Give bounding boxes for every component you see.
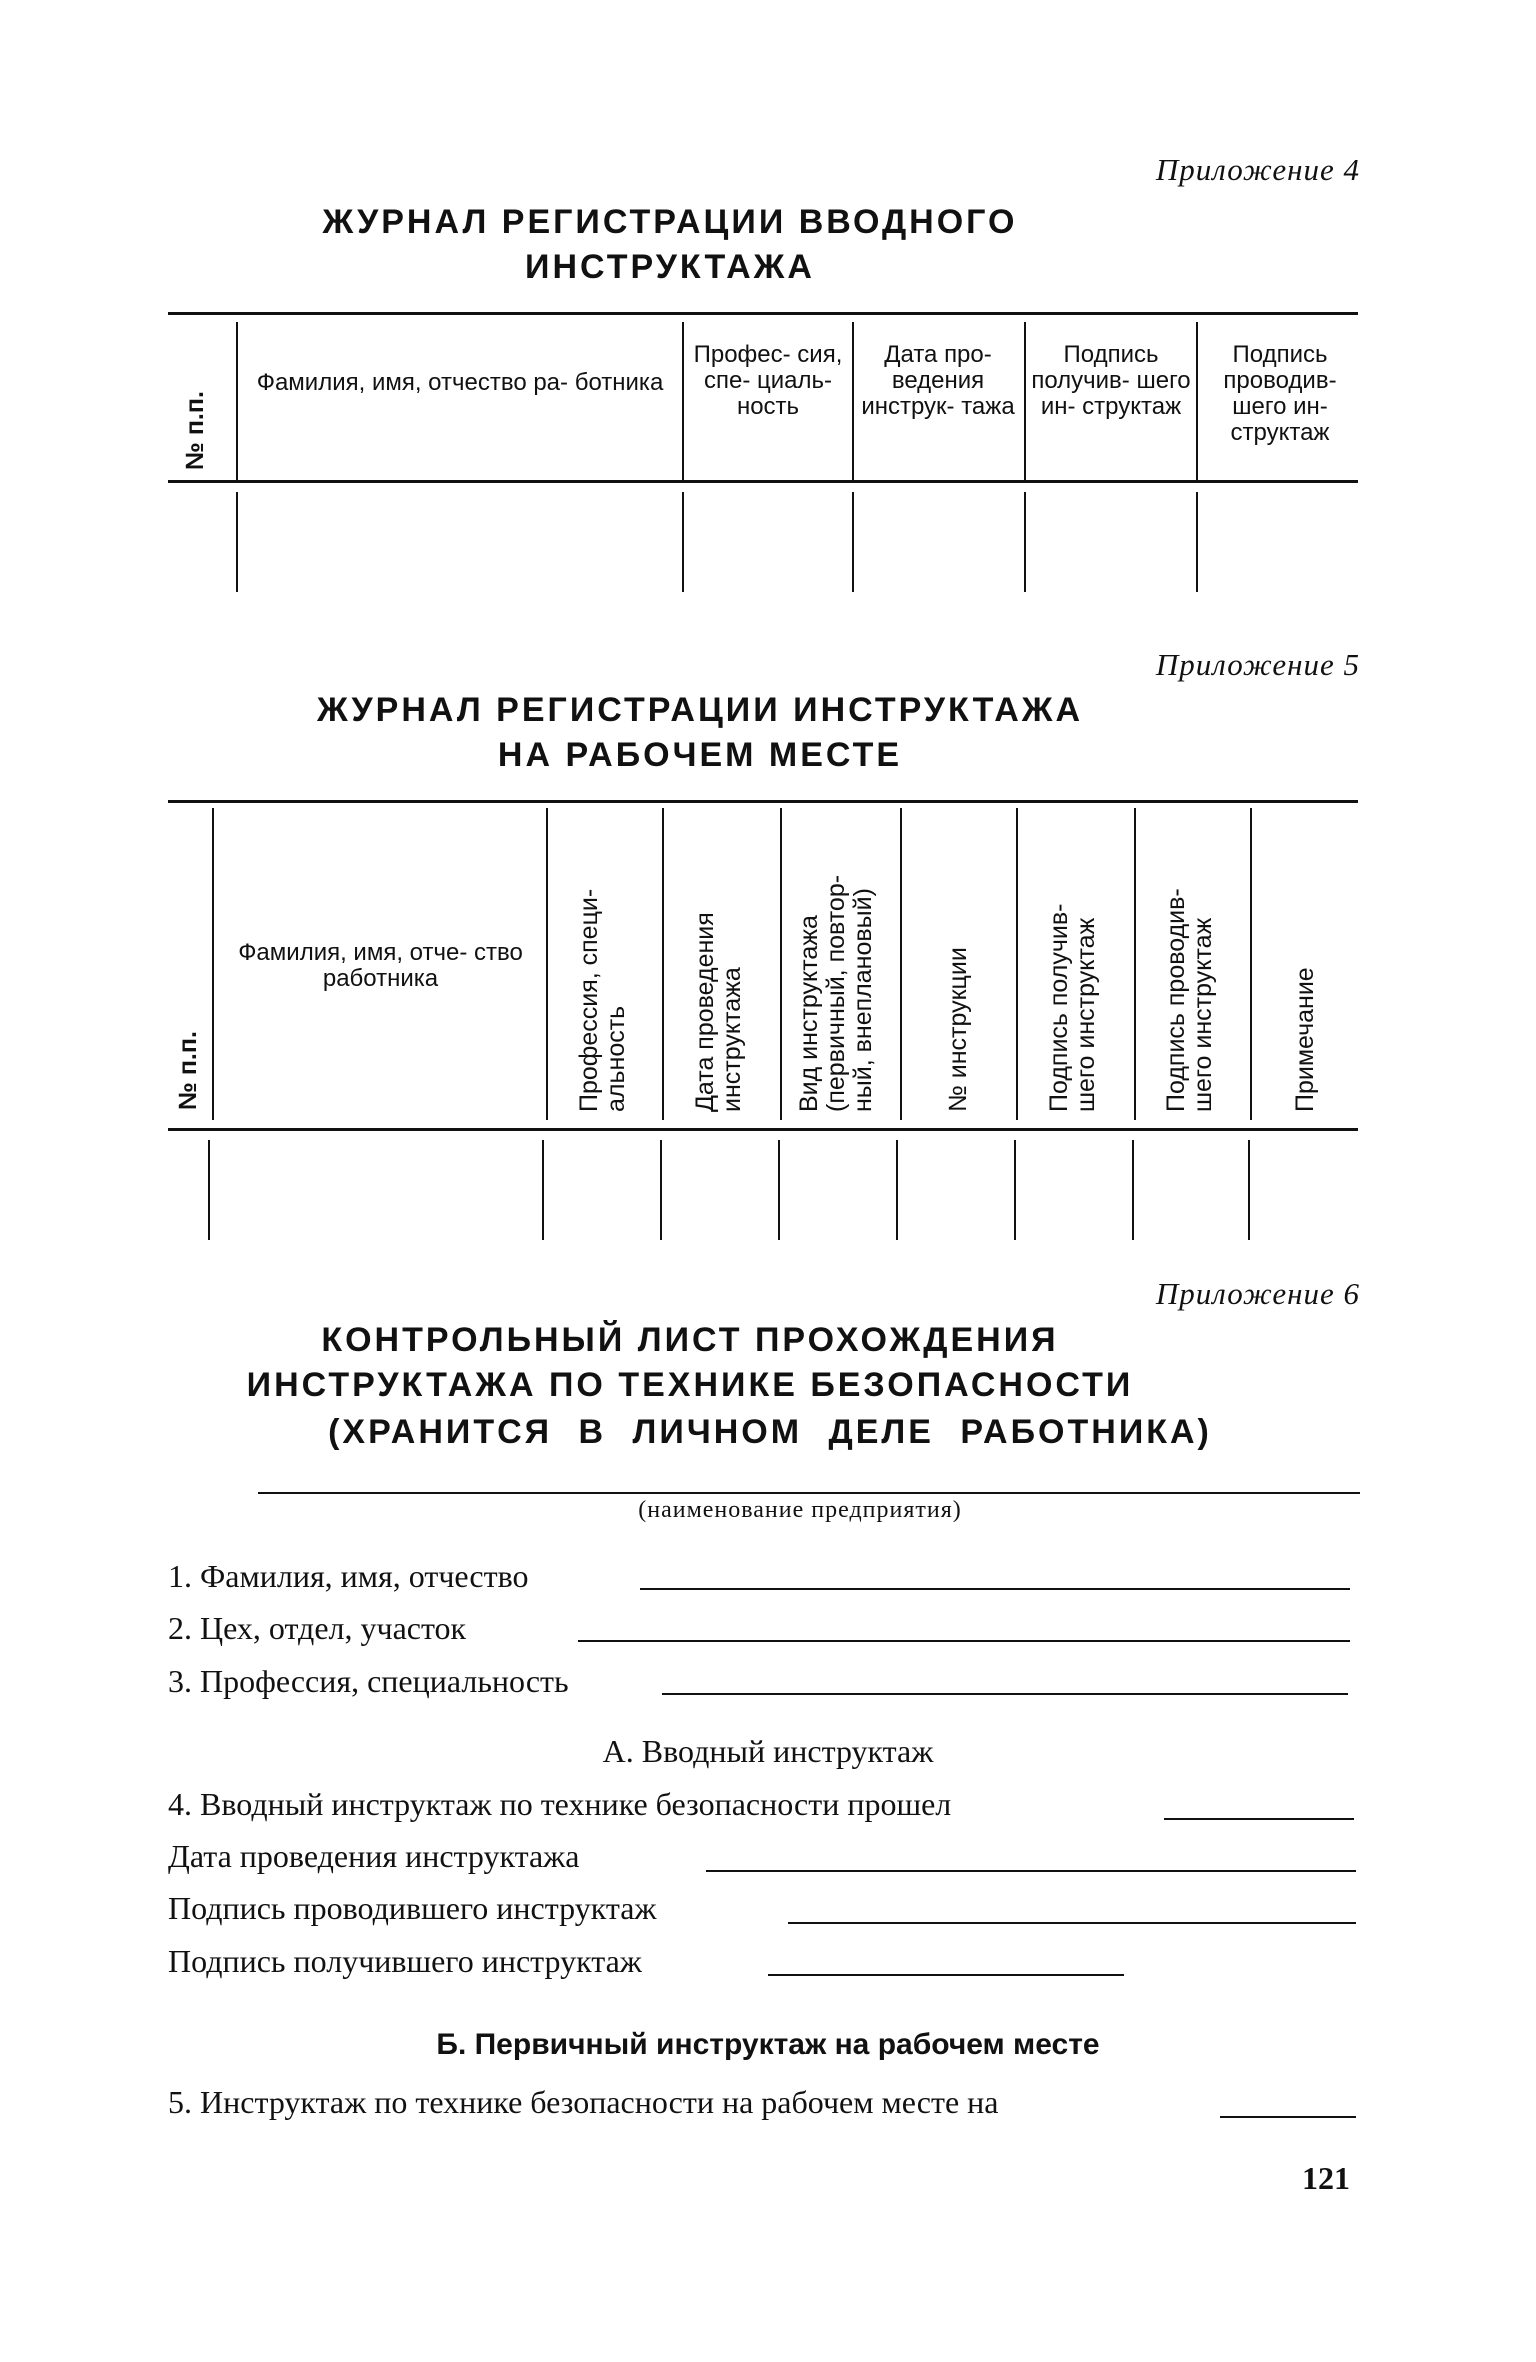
field-sign-received-line[interactable] bbox=[768, 1974, 1124, 1976]
col-sign-received-line2: шего инструктаж bbox=[1072, 917, 1100, 1112]
field-department-line[interactable] bbox=[578, 1640, 1350, 1642]
col-date-line2: инструктажа bbox=[718, 967, 746, 1112]
col-number: № п.п. bbox=[181, 391, 209, 470]
col-note: Примечание bbox=[1291, 967, 1319, 1112]
col-sign-received: Подпись получив- шего ин- структаж bbox=[1031, 341, 1191, 420]
col-date-line1: Дата проведения bbox=[691, 912, 719, 1112]
organization-line bbox=[258, 1492, 1360, 1494]
col-type-line2: (первичный, повтор- bbox=[822, 874, 850, 1112]
page-number: 121 bbox=[1302, 2160, 1350, 2196]
col-sign-conducted: Подпись проводив- шего ин- структаж bbox=[1223, 341, 1337, 446]
field-sign-conducted-line[interactable] bbox=[788, 1922, 1356, 1924]
col-name: Фамилия, имя, отче- ство работника bbox=[238, 939, 523, 992]
col-type-line3: ный, внеплановый) bbox=[849, 888, 877, 1112]
section-b-heading: Б. Первичный инструктаж на рабочем месте bbox=[436, 2028, 1100, 2061]
field-intro-passed-label: 4. Вводный инструктаж по технике безопасности прошел bbox=[168, 1786, 952, 1822]
col-number: № п.п. bbox=[174, 1031, 202, 1110]
col-sign-conducted-line2: шего инструктаж bbox=[1189, 917, 1217, 1112]
checklist-title-line1: КОНТРОЛЬНЫЙ ЛИСТ ПРОХОЖДЕНИЯ bbox=[321, 1321, 1059, 1359]
col-profession: Профес- сия, спе- циаль- ность bbox=[693, 341, 843, 420]
field-date-label: Дата проведения инструктажа bbox=[168, 1838, 580, 1874]
field-intro-passed-line[interactable] bbox=[1164, 1818, 1354, 1820]
col-profession-line1: Профессия, специ- bbox=[575, 888, 603, 1112]
col-profession-line2: альность bbox=[602, 1005, 630, 1112]
organization-caption: (наименование предприятия) bbox=[638, 1497, 962, 1523]
appendix-4-label: Приложение 4 bbox=[1155, 152, 1360, 187]
journal-intro-title-line2: ИНСТРУКТАЖА bbox=[525, 248, 815, 286]
checklist-title-line2: ИНСТРУКТАЖА ПО ТЕХНИКЕ БЕЗОПАСНОСТИ bbox=[246, 1366, 1134, 1404]
field-profession-line[interactable] bbox=[662, 1693, 1348, 1695]
field-workplace-line[interactable] bbox=[1220, 2116, 1356, 2118]
col-type-line1: Вид инструктажа bbox=[795, 915, 823, 1112]
section-a-heading: А. Вводный инструктаж bbox=[602, 1733, 934, 1769]
field-sign-conducted-label: Подпись проводившего инструктаж bbox=[168, 1890, 657, 1926]
col-instruction-number: № инструкции bbox=[944, 947, 972, 1112]
col-sign-conducted-line1: Подпись проводив- bbox=[1162, 888, 1190, 1112]
field-full-name-line[interactable] bbox=[640, 1588, 1350, 1590]
journal-workplace-title-line1: ЖУРНАЛ РЕГИСТРАЦИИ ИНСТРУКТАЖА bbox=[316, 691, 1084, 729]
col-name: Фамилия, имя, отчество ра- ботника bbox=[256, 369, 664, 396]
field-profession-label: 3. Профессия, специальность bbox=[168, 1663, 569, 1699]
field-date-line[interactable] bbox=[706, 1870, 1356, 1872]
journal-workplace-title-line2: НА РАБОЧЕМ МЕСТЕ bbox=[497, 736, 903, 774]
appendix-5-label: Приложение 5 bbox=[1155, 647, 1360, 682]
col-date: Дата про- ведения инструк- тажа bbox=[861, 341, 1015, 420]
checklist-title-line3: (ХРАНИТСЯ В ЛИЧНОМ ДЕЛЕ РАБОТНИКА) bbox=[328, 1413, 1212, 1451]
appendix-6-label: Приложение 6 bbox=[1155, 1276, 1360, 1311]
field-workplace-label: 5. Инструктаж по технике безопасности на рабочем месте на bbox=[168, 2084, 999, 2120]
col-sign-received-line1: Подпись получив- bbox=[1045, 903, 1073, 1112]
field-full-name-label: 1. Фамилия, имя, отчество bbox=[168, 1558, 529, 1594]
field-department-label: 2. Цех, отдел, участок bbox=[168, 1610, 467, 1646]
field-sign-received-label: Подпись получившего инструктаж bbox=[168, 1943, 642, 1979]
journal-intro-title-line1: ЖУРНАЛ РЕГИСТРАЦИИ ВВОДНОГО bbox=[322, 203, 1018, 241]
